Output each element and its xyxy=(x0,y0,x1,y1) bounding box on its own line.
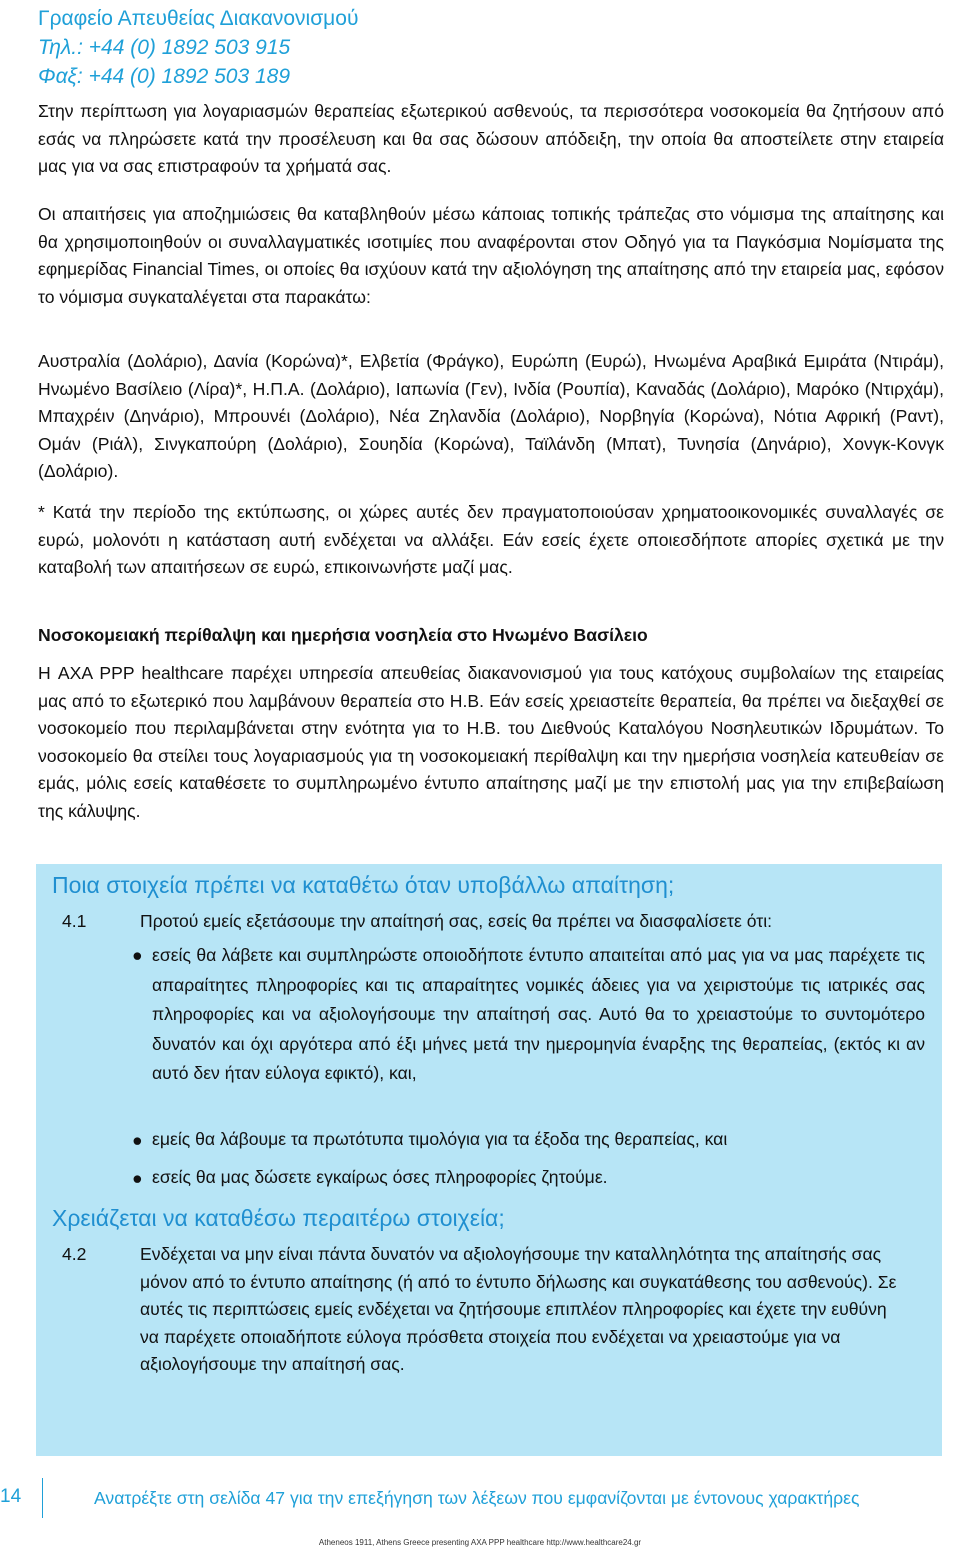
footer-source: Atheneos 1911, Athens Greece presenting AXA PPP healthcare http://www.healthcare24.gr xyxy=(318,1538,642,1547)
fax: Φαξ: +44 (0) 1892 503 189 xyxy=(38,65,291,88)
paragraph-uk-direct-settlement: Η AXA PPP healthcare παρέχει υπηρεσία απευθείας διακανονισμού για τους κατόχους συμβολαίων της εταιρείας μας από το εξωτερικό που λαμβάνουν θεραπεία στο Η.Β. Εάν εσείς χρειαστείτε θεραπεία, θα πρέπει να διεξαχθεί σε νοσοκομείο που περιλαμβάνεται στην ενότητα για το Η.Β. του Διεθνούς Καταλόγου Νοσηλευτικών Ιδρυμάτων. Το νοσοκομείο θα στείλει τους λογαριασμούς για τη νοσοκομειακή περίθαλψη και την ημερήσια νοσηλεία κατευθείαν σε εμάς, μόλις εσείς καταθέσετε το συμπληρωμένο έντυπο απαίτησης μαζί με την επιστολή μας για την επιβεβαίωση της κάλυψης. xyxy=(38,663,944,821)
box-heading-further-details: Χρειάζεται να καταθέσω περαιτέρω στοιχεία; xyxy=(52,1205,505,1231)
footer-note: Ανατρέξτε στη σελίδα 47 για την επεξήγηση των λέξεων που εμφανίζονται με έντονους χαρακτήρες xyxy=(94,1488,860,1508)
paragraph-claims-currency: Οι απαιτήσεις για αποζημιώσεις θα καταβληθούν μέσω κάποιας τοπικής τράπεζας στο νόμισμα της απαίτησης και θα χρησιμοποιηθούν οι συναλλαγματικές ισοτιμίες που αναφέρονται στον Οδηγό για τα Παγκόσμια Νομίσματα της εφημερίδας Financial Times, οι οποίες θα ισχύουν κατά την αξιολόγηση της απαίτησης από την εταιρεία μας, εφόσον το νόμισμα συγκαταλέγεται στα παρακάτω: xyxy=(38,204,944,307)
section-number-4-1: 4.1 xyxy=(62,911,87,931)
paragraph-euro-note: * Κατά την περίοδο της εκτύπωσης, οι χώρες αυτές δεν πραγματοποιούσαν χρηματοοικονομικές συναλλαγές σε ευρώ, μολονότι η κατάσταση αυτή ενδέχεται να αλλάξει. Εάν εσείς έχετε οποιεσδήποτε απορίες σχετικά με την καταβολή των απαιτήσεων σε ευρώ, επικοινωνήστε μαζί μας. xyxy=(38,502,944,577)
footer-divider xyxy=(42,1478,43,1518)
list-item: εσείς θα μας δώσετε εγκαίρως όσες πληροφορίες ζητούμε. xyxy=(152,1167,608,1187)
telephone: Τηλ.: +44 (0) 1892 503 915 xyxy=(38,36,291,59)
info-box xyxy=(36,864,942,1456)
page-number: 14 xyxy=(0,1486,22,1507)
list-item: εμείς θα λάβουμε τα πρωτότυπα τιμολόγια για τα έξοδα της θεραπείας, και xyxy=(152,1129,728,1149)
section-text-4-1: Προτού εμείς εξετάσουμε την απαίτησή σας, εσείς θα πρέπει να διασφαλίσετε ότι: xyxy=(140,911,772,931)
paragraph-outpatient: Στην περίπτωση για λογαριασμών θεραπείας εξωτερικού ασθενούς, τα περισσότερα νοσοκομεία θα ζητήσουν από εσάς να πληρώσετε κατά την προσέλευση και θα σας δώσουν απόδειξη, την οποία θα αποστείλετε στην εταιρεία μας για να σας επιστραφούν τα χρήματά σας. xyxy=(38,101,944,176)
bullet-dot-icon: ● xyxy=(132,1130,143,1150)
section-number-4-2: 4.2 xyxy=(62,1244,87,1264)
section-text-4-2: Ενδέχεται να μην είναι πάντα δυνατόν να αξιολογήσουμε την καταλληλότητα της απαίτησής σας μόνον από το έντυπο απαίτησης (ή από το έντυπο δήλωσης και συγκατάθεσης του ασθενούς). Σε αυτές τις περιπτώσεις εμείς ενδέχεται να ζητήσουμε επιπλέον πληροφορίες και έχετε την ευθύνη να παρέχετε οποιαδήποτε εύλογα πρόσθετα στοιχεία που ενδέχεται να χρειαστούμε για να αξιολογήσουμε την απαίτησή σας. xyxy=(140,1244,897,1374)
bullet-dot-icon: ● xyxy=(132,1168,143,1188)
box-heading-claim-details: Ποια στοιχεία πρέπει να καταθέτω όταν υποβάλλω απαίτηση; xyxy=(52,872,675,898)
section-heading-uk: Νοσοκομειακή περίθαλψη και ημερήσια νοσηλεία στο Ηνωμένο Βασίλειο xyxy=(38,625,648,645)
contact-block xyxy=(38,4,358,91)
list-item: εσείς θα λάβετε και συμπληρώστε οποιοδήποτε έντυπο απαιτείται από μας για να μας παρέχετε τις απαραίτητες πληροφορίες και τις απαραίτητες νομικές άδειες για να χειριστούμε τις ιατρικές σας πληροφορίες και να αξιολογήσουμε την απαίτησή σας. Αυτό θα το χρειαστούμε το συντομότερο δυνατόν και όχι αργότερα από έξι μήνες μετά την ημερομηνία έναρξης της θεραπείας, (εκτός κι αν αυτό δεν ήταν εύλογα εφικτό), και, xyxy=(152,945,925,1084)
bullet-dot-icon: ● xyxy=(132,945,143,965)
office-title: Γραφείο Απευθείας Διακανονισμού xyxy=(38,7,359,30)
paragraph-currency-list: Αυστραλία (Δολάριο), Δανία (Κορώνα)*, Ελβετία (Φράγκο), Ευρώπη (Ευρώ), Ηνωμένα Αραβικά Εμιράτα (Ντιράμ), Ηνωμένο Βασίλειο (Λίρα)*, Η.Π.Α. (Δολάριο), Ιαπωνία (Γεν), Ινδία (Ρουπία), Καναδάς (Δολάριο), Μαρόκο (Ντιρχάμ), Μπαχρέιν (Δηνάριο), Μπρουνέι (Δολάριο), Νέα Ζηλανδία (Δολάριο), Νορβηγία (Κορώνα), Νότια Αφρική (Ραντ), Ομάν (Ριάλ), Σινγκαπούρη (Δολάριο), Σουηδία (Κορώνα), Ταϊλάνδη (Μπατ), Τυνησία (Δηνάριο), Χονγκ-Κονγκ (Δολάριο). xyxy=(38,351,944,481)
